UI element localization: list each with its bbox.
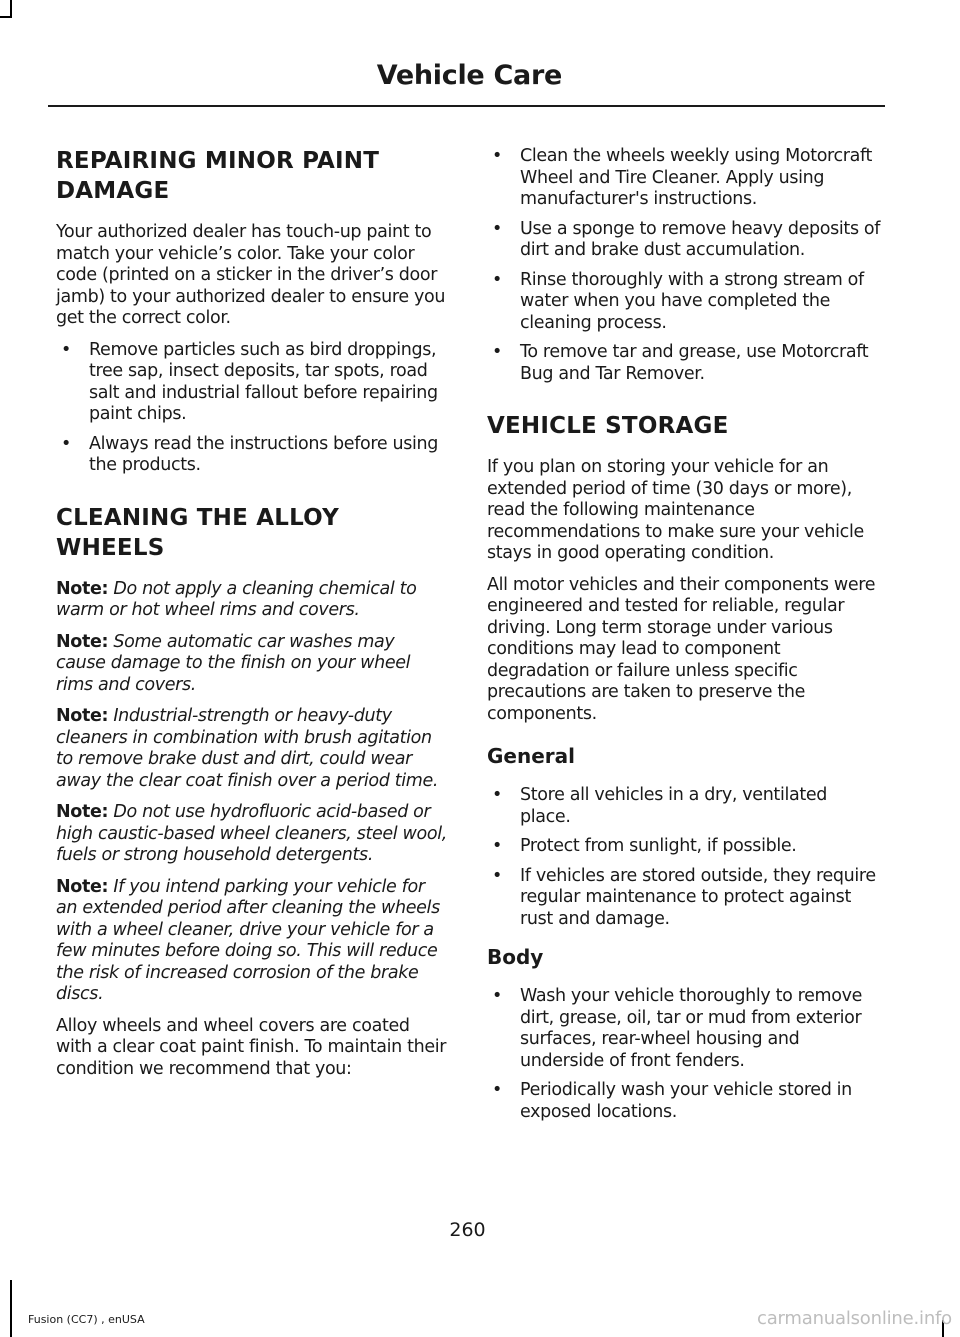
list-item	[487, 986, 882, 1072]
note-paragraph	[56, 579, 448, 622]
left-column	[56, 146, 448, 1090]
bullet-icon: •	[492, 342, 502, 362]
bullet-icon: •	[492, 218, 502, 239]
bullet-icon: •	[492, 269, 502, 290]
list-item-text: Always read the instructions before using the products.	[89, 433, 439, 475]
note-paragraph	[56, 802, 448, 867]
wheels-closing-paragraph: Alloy wheels and wheel covers are coated with a clear coat paint finish. To maintain their condition we recommend that you:	[56, 1015, 447, 1079]
list-item	[487, 785, 882, 828]
list-item	[487, 146, 882, 211]
list-item-text: Store all vehicles in a dry, ventilated place.	[520, 785, 828, 827]
list-item	[487, 219, 882, 262]
bullet-icon: •	[61, 339, 71, 360]
list-item	[487, 1080, 882, 1123]
wheel-bullet-list	[487, 146, 882, 385]
section-heading-wheels: CLEANING THE ALLOY WHEELS	[56, 504, 339, 561]
subheading-body: Body	[487, 945, 544, 969]
paint-intro-paragraph: Your authorized dealer has touch-up paint to match your vehicle’s color. Take your color code (printed on a sticker in the driver’s door jamb) to your authorized dealer to ensure you get the correct color.	[56, 222, 446, 328]
crop-mark	[10, 0, 12, 16]
storage-paragraph: All motor vehicles and their components were engineered and tested for reliable, regular driving. Long term storage under various conditions may lead to component degradation or failure unless specific precautions are taken to preserve the components.	[487, 574, 876, 724]
list-item-text: Remove particles such as bird droppings, tree sap, insect deposits, tar spots, road salt and industrial fallout before repairing paint chips.	[89, 339, 438, 424]
note-paragraph	[56, 706, 448, 792]
section-heading-paint: REPAIRING MINOR PAINT DAMAGE	[56, 148, 380, 204]
crop-mark	[10, 1280, 12, 1337]
bullet-icon: •	[492, 785, 502, 805]
list-item-text: Use a sponge to remove heavy deposits of dirt and brake dust accumulation.	[520, 218, 881, 260]
bullet-icon: •	[492, 1080, 502, 1100]
bullet-icon: •	[492, 986, 502, 1006]
list-item	[487, 836, 882, 858]
note-label: Note:	[56, 802, 109, 822]
note-text: Do not use hydrofluoric acid-based or high caustic-based wheel cleaners, steel wool, fuels or strong household detergents.	[56, 802, 447, 865]
subheading-general: General	[487, 744, 575, 768]
page-header-title: Vehicle Care	[376, 60, 562, 91]
note-text: Some automatic car washes may cause damage to the finish on your wheel rims and covers.	[56, 631, 411, 695]
bullet-icon: •	[492, 146, 502, 166]
header-divider	[48, 105, 885, 107]
note-paragraph	[56, 632, 448, 697]
watermark-logo: carmanualsonline.info	[757, 1308, 952, 1329]
paint-bullet-list	[56, 340, 448, 477]
note-text: If you intend parking your vehicle for an extended period after cleaning the wheels with a wheel cleaner, drive your vehicle for a few minutes before doing so. This will reduce the risk of increased corrosion of the brake discs.	[56, 876, 440, 1004]
right-column	[487, 146, 882, 1137]
bullet-icon: •	[61, 433, 71, 454]
footer-document-info: Fusion (CC7) , enUSA	[28, 1313, 145, 1326]
note-label: Note:	[56, 631, 109, 652]
storage-paragraph: If you plan on storing your vehicle for an extended period of time (30 days or more), read the following maintenance recommendations to make sure your vehicle stays in good operating condition.	[487, 457, 864, 563]
page-number: 260	[449, 1219, 486, 1241]
list-item	[487, 866, 882, 931]
list-item-text: If vehicles are stored outside, they require regular maintenance to protect against rust and damage.	[520, 865, 876, 929]
list-item-text: Protect from sunlight, if possible.	[520, 836, 797, 856]
section-heading-storage: VEHICLE STORAGE	[487, 413, 729, 439]
note-label: Note:	[56, 706, 109, 726]
list-item	[56, 434, 448, 477]
note-text: Do not apply a cleaning chemical to warm or hot wheel rims and covers.	[56, 578, 417, 620]
note-label: Note:	[56, 876, 109, 897]
list-item-text: Clean the wheels weekly using Motorcraft Wheel and Tire Cleaner. Apply using manufacturer's instructions.	[520, 146, 873, 209]
crop-mark	[0, 16, 12, 18]
bullet-icon: •	[492, 865, 502, 886]
body-bullet-list	[487, 986, 882, 1123]
list-item-text: Wash your vehicle thoroughly to remove dirt, grease, oil, tar or mud from exterior surfaces, rear-wheel housing and underside of front fenders.	[520, 986, 863, 1071]
list-item	[56, 340, 448, 426]
list-item	[487, 270, 882, 335]
list-item-text: To remove tar and grease, use Motorcraft Bug and Tar Remover.	[520, 342, 869, 384]
note-paragraph	[56, 877, 448, 1006]
list-item	[487, 342, 882, 385]
general-bullet-list	[487, 785, 882, 930]
note-label: Note:	[56, 578, 109, 599]
list-item-text: Periodically wash your vehicle stored in exposed locations.	[520, 1080, 852, 1122]
bullet-icon: •	[492, 836, 502, 856]
list-item-text: Rinse thoroughly with a strong stream of water when you have completed the cleaning process.	[520, 269, 864, 333]
note-text: Industrial-strength or heavy-duty cleaners in combination with brush agitation to remove brake dust and dirt, could wear away the clear coat finish over a period time.	[56, 706, 439, 791]
